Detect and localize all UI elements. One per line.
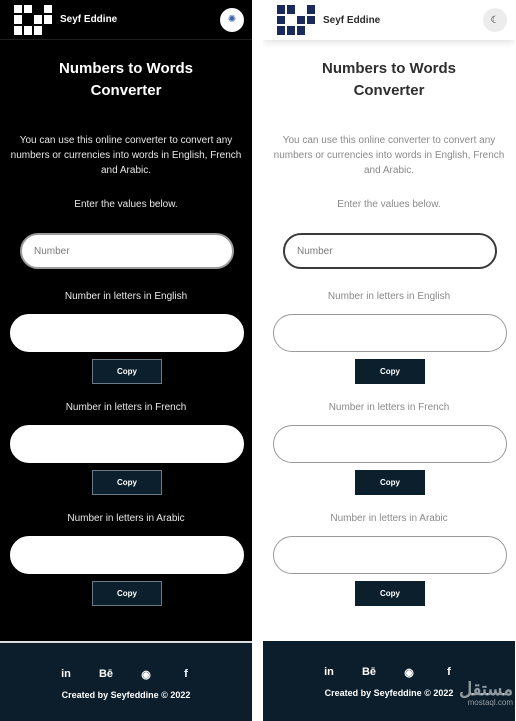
footer-credit: Created by Seyfeddine © 2022 [61,690,191,700]
english-output-field[interactable] [10,314,244,352]
header [263,0,515,40]
arabic-output-field[interactable] [10,536,244,574]
copy-english-button[interactable]: Copy [355,359,425,384]
brand-name: Seyf Eddine [60,14,118,25]
linkedin-icon[interactable]: in [61,668,71,680]
watermark-domain: mostaql.com [467,698,513,707]
page-description: You can use this online converter to convert any numbers or currencies into words in English, French and Arabic. [10,135,242,176]
english-output-field[interactable] [273,314,507,352]
footer [263,641,515,721]
footer-credit: Created by Seyfeddine © 2022 [324,688,454,698]
instruction-text: Enter the values below. [337,199,441,210]
light-theme-view [263,0,515,721]
french-output-label: Number in letters in French [328,402,450,413]
logo[interactable] [14,5,52,35]
github-icon[interactable]: ◉ [141,668,151,681]
copy-arabic-button[interactable]: Copy [355,581,425,606]
logo[interactable] [277,5,315,35]
behance-icon[interactable]: Bē [98,668,114,680]
page-title: Numbers to Words Converter [59,60,193,99]
theme-toggle-button[interactable] [483,8,507,32]
instruction-text: Enter the values below. [74,199,178,210]
copy-english-button[interactable]: Copy [92,359,162,384]
copy-arabic-button[interactable]: Copy [92,581,162,606]
sun-icon: ✺ [227,14,237,25]
brand-name: Seyf Eddine [323,14,381,26]
social-links [0,667,252,681]
page-description: You can use this online converter to convert any numbers or currencies into words in English, French and Arabic. [273,135,505,176]
arabic-output-field[interactable] [273,536,507,574]
english-output-label: Number in letters in English [64,291,188,302]
linkedin-icon[interactable]: in [324,666,334,678]
theme-toggle-button[interactable] [220,8,244,32]
behance-icon[interactable]: Bē [361,666,377,678]
facebook-icon[interactable]: f [447,666,451,678]
dark-theme-view [0,0,252,721]
french-output-field[interactable] [273,425,507,463]
copy-french-button[interactable]: Copy [355,470,425,495]
footer [0,641,252,721]
page-title: Numbers to Words Converter [322,60,456,99]
github-icon[interactable]: ◉ [404,666,414,679]
watermark-arabic: مستقل [459,679,513,699]
copy-french-button[interactable]: Copy [92,470,162,495]
arabic-output-label: Number in letters in Arabic [67,513,185,524]
header [0,0,252,40]
french-output-field[interactable] [10,425,244,463]
social-links [263,665,515,679]
facebook-icon[interactable]: f [184,668,188,680]
watermark [459,680,513,707]
french-output-label: Number in letters in French [65,402,187,413]
number-input[interactable] [20,233,234,269]
english-output-label: Number in letters in English [327,291,451,302]
moon-icon: ☾ [490,14,500,26]
arabic-output-label: Number in letters in Arabic [330,513,448,524]
number-input[interactable] [283,233,497,269]
